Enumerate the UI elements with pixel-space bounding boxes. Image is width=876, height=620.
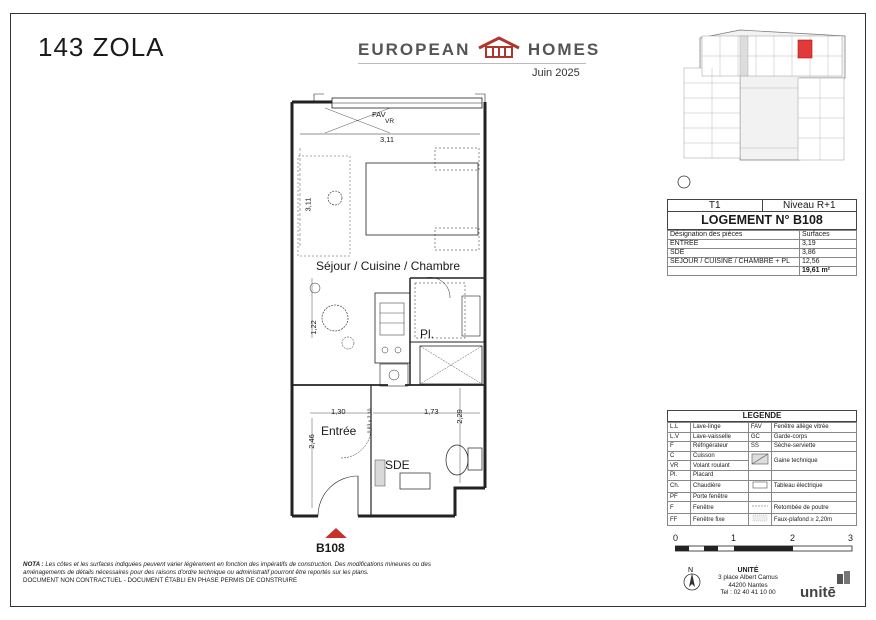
legend-abbr: Ch. <box>668 480 691 492</box>
legend-table <box>667 410 857 526</box>
brand-right: HOMES <box>527 40 601 59</box>
dim-entree-width: 1,30 <box>331 407 346 416</box>
legend-desc: Réfrigérateur <box>691 442 749 452</box>
unit-title: LOGEMENT N° B108 <box>667 212 857 230</box>
dim-left-mid: 1,22 <box>308 320 318 335</box>
legend-abbr: F <box>668 442 691 452</box>
north-label: N <box>688 567 694 574</box>
total-empty <box>668 267 800 276</box>
brand-divider <box>358 63 586 64</box>
disclaimer: DOCUMENT NON CONTRACTUEL - DOCUMENT ÉTABLI EN PHASE PERMIS DE CONSTRUIRE <box>23 576 298 584</box>
room-name: SEJOUR / CUISINE / CHAMBRE + PL <box>668 258 800 267</box>
dim-entree-height: 2,46 <box>306 434 316 449</box>
col-rooms: Désignation des pièces <box>668 231 800 240</box>
room-sejour: Séjour / Cuisine / Chambre <box>316 259 461 273</box>
nota-block <box>23 561 463 584</box>
legend-desc: Placard <box>691 470 749 480</box>
legend-desc: Garde-corps <box>771 432 856 442</box>
table-row <box>668 240 857 249</box>
north-compass-icon <box>683 565 701 595</box>
address-line-1: 3 place Albert Camus <box>718 574 778 582</box>
legend-desc: Cuisson <box>691 451 749 461</box>
unite-buildings-icon <box>836 570 854 584</box>
col-surfaces: Surfaces <box>800 231 857 240</box>
legend-desc: Fenêtre allège vitrée <box>771 423 856 433</box>
room-sde: SDE <box>385 458 410 472</box>
legend-abbr: F <box>668 502 691 514</box>
legend-abbr: FAV <box>748 423 771 433</box>
legend-abbr: VR <box>668 461 691 471</box>
table-row <box>668 258 857 267</box>
legend-symbol-poutre-icon <box>748 502 771 514</box>
legend-empty <box>771 470 856 480</box>
legend-abbr: C <box>668 451 691 461</box>
dim-sde-width: 1,73 <box>424 407 439 416</box>
table-row-total <box>668 267 857 276</box>
room-entree: Entrée <box>321 424 357 438</box>
legend-title: LEGENDE <box>667 410 857 422</box>
legend-desc: Retombée de poutre <box>771 502 856 514</box>
scale-ruler <box>675 545 853 553</box>
legend-symbol-tableau-icon <box>748 480 771 492</box>
scale-label: 2 <box>790 533 796 543</box>
room-name: SDE <box>668 249 800 258</box>
legend-empty <box>748 470 771 480</box>
legend-desc: Chaudière <box>691 480 749 492</box>
legend-desc: Lave-vaisselle <box>691 432 749 442</box>
compass-small-icon <box>676 174 692 190</box>
legend-row <box>668 442 857 452</box>
unit-level: Niveau R+1 <box>762 200 857 211</box>
legend-desc: Lave-linge <box>691 423 749 433</box>
document-date: Juin 2025 <box>532 67 580 79</box>
nota-label: NOTA : <box>23 561 44 568</box>
legend-row <box>668 492 857 502</box>
legend-desc: Porte fenêtre <box>691 492 749 502</box>
legend-desc: Volant roulant <box>691 461 749 471</box>
legend-empty <box>771 492 856 502</box>
room-placard: Pl. <box>420 327 435 341</box>
legend-empty <box>748 492 771 502</box>
brand-left: EUROPEAN <box>358 40 471 59</box>
legend-abbr: SS <box>748 442 771 452</box>
legend-abbr: GC <box>748 432 771 442</box>
legend-symbol-gaine-icon <box>748 451 771 470</box>
dim-top-width: 3,11 <box>380 135 395 144</box>
scale-bar <box>667 533 857 555</box>
room-surface: 3,86 <box>800 249 857 258</box>
table-row <box>668 249 857 258</box>
dim-door: 0,83 x 2,10 <box>367 408 374 434</box>
floor-plan <box>280 88 495 543</box>
legend-row <box>668 514 857 526</box>
room-name: ENTREE <box>668 240 800 249</box>
legend-abbr: Pl. <box>668 470 691 480</box>
legend-row <box>668 432 857 442</box>
label-vr: VR <box>385 118 395 125</box>
legend-desc: Sèche-serviette <box>771 442 856 452</box>
nota-text: Les côtes et les surfaces indiquées peuvent varier légèrement en fonction des impératifs de construction. Des modifications mineures ou des aménagements de détails nécessaires pour des raisons d'ordre technique ou administratif pourront être reportés sur les plans. <box>23 561 431 576</box>
entry-arrow-icon <box>323 528 349 538</box>
legend-abbr: L.L <box>668 423 691 433</box>
room-surface: 3,19 <box>800 240 857 249</box>
building-keyplan <box>680 28 850 164</box>
address-line-2: 44200 Nantes <box>728 581 768 589</box>
legend-desc: Tableau électrique <box>771 480 856 492</box>
scale-label: 3 <box>848 533 854 543</box>
legend-abbr: PF <box>668 492 691 502</box>
unit-ref: B108 <box>316 541 345 555</box>
scale-label: 1 <box>731 533 737 543</box>
legend-row <box>668 423 857 433</box>
company-address <box>712 567 784 596</box>
room-surface: 12,56 <box>800 258 857 267</box>
dim-right-height: 2,29 <box>454 409 464 424</box>
legend-abbr: FF <box>668 514 691 526</box>
legend-desc: Fenêtre fixe <box>691 514 749 526</box>
legend-desc: Fenêtre <box>691 502 749 514</box>
dim-left-height: 3,11 <box>303 197 313 212</box>
legend-row <box>668 470 857 480</box>
scale-label: 0 <box>673 533 679 543</box>
legend-row <box>668 480 857 492</box>
legend-abbr: L.V <box>668 432 691 442</box>
legend-row <box>668 451 857 461</box>
total-surface: 19,61 m² <box>800 267 857 276</box>
company-name: UNITÉ <box>737 567 759 574</box>
legend-symbol-fauxplafond-icon <box>748 514 771 526</box>
brand-logo <box>358 36 600 60</box>
unit-type: T1 <box>708 200 721 211</box>
legend-desc: Gaine technique <box>771 451 856 470</box>
unit-highlight <box>798 40 812 58</box>
unite-logo: unitē <box>800 584 836 601</box>
label-fav: FAV <box>372 110 386 119</box>
house-logo-icon <box>477 36 521 58</box>
unit-info-table <box>667 199 857 276</box>
phone: Tel : 02 40 41 10 00 <box>720 588 776 596</box>
project-title: 143 ZOLA <box>38 32 165 62</box>
legend-row <box>668 502 857 514</box>
legend-desc: Faux-plafond ≥ 2,20m <box>771 514 856 526</box>
